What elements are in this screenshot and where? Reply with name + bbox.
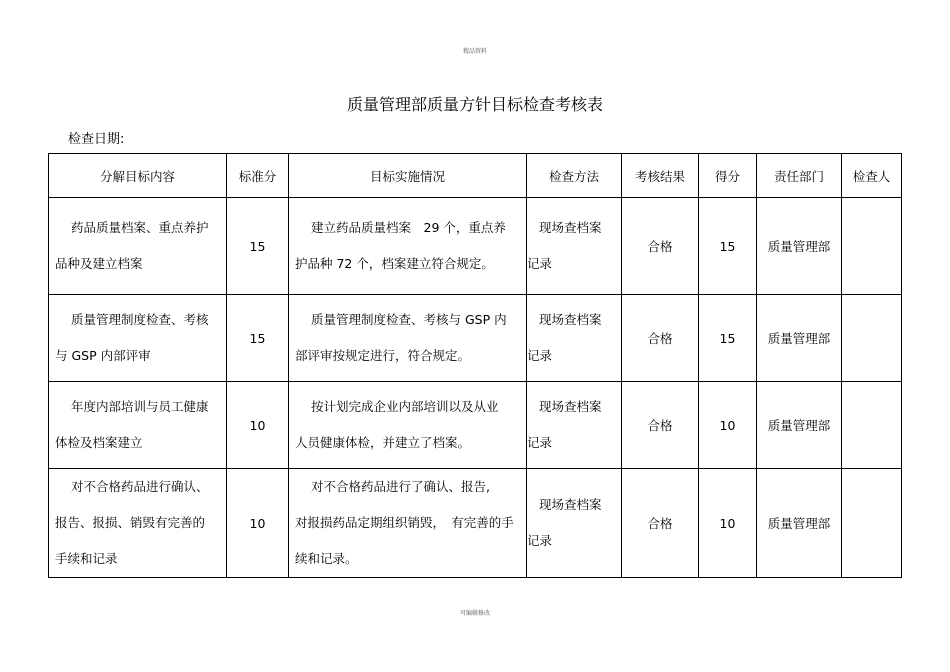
table-row	[49, 382, 902, 469]
implementation-line: 续和记录。	[295, 551, 358, 566]
standard-score-cell: 15	[227, 198, 289, 295]
column-header-method: 检查方法	[527, 154, 622, 198]
content-line: 品种及建立档案	[55, 256, 143, 271]
method-line: 现场查档案	[539, 220, 602, 235]
method-cell	[527, 295, 622, 382]
method-line: 记录	[527, 533, 553, 548]
assessment-table	[48, 153, 902, 578]
result-cell: 合格	[622, 469, 699, 578]
content-cell	[49, 382, 227, 469]
method-line: 现场查档案	[539, 312, 602, 327]
implementation-line: 质量管理制度检查、考核与 GSP 内	[311, 312, 507, 327]
content-line: 体检及档案建立	[55, 435, 143, 450]
inspector-cell	[842, 198, 902, 295]
dept-cell: 质量管理部	[757, 382, 842, 469]
column-header-dept: 责任部门	[757, 154, 842, 198]
inspection-date-label: 检查日期:	[68, 132, 125, 147]
dept-cell: 质量管理部	[757, 295, 842, 382]
score-cell: 15	[699, 198, 757, 295]
result-cell: 合格	[622, 295, 699, 382]
implementation-cell	[289, 469, 527, 578]
table-row	[49, 295, 902, 382]
dept-cell: 质量管理部	[757, 198, 842, 295]
method-cell	[527, 469, 622, 578]
implementation-cell	[289, 382, 527, 469]
table-header-row	[49, 154, 902, 198]
standard-score-cell: 10	[227, 382, 289, 469]
table-row	[49, 469, 902, 578]
implementation-line: 按计划完成企业内部培训以及从业	[311, 399, 499, 414]
column-header-standard: 标准分	[227, 154, 289, 198]
header-watermark: 精品资料	[462, 48, 487, 55]
standard-score-cell: 10	[227, 469, 289, 578]
method-line: 现场查档案	[539, 497, 602, 512]
method-line: 记录	[527, 435, 553, 450]
content-line: 报告、报损、销毁有完善的	[55, 515, 206, 530]
column-header-score: 得分	[699, 154, 757, 198]
score-cell: 10	[699, 382, 757, 469]
implementation-line: 护品种 72 个，档案建立符合规定。	[295, 256, 494, 271]
content-line: 年度内部培训与员工健康	[71, 399, 209, 414]
content-line: 对不合格药品进行确认、	[71, 479, 209, 494]
content-cell	[49, 469, 227, 578]
inspector-cell	[842, 382, 902, 469]
implementation-line: 人员健康体检，并建立了档案。	[295, 435, 471, 450]
column-header-implementation: 目标实施情况	[289, 154, 527, 198]
method-line: 记录	[527, 256, 553, 271]
implementation-cell	[289, 295, 527, 382]
content-line: 质量管理制度检查、考核	[71, 312, 209, 327]
content-cell	[49, 198, 227, 295]
method-cell	[527, 198, 622, 295]
method-line: 现场查档案	[539, 399, 602, 414]
implementation-line: 对不合格药品进行了确认、报告,	[311, 479, 490, 494]
implementation-line: 部评审按规定进行，符合规定。	[295, 348, 471, 363]
inspector-cell	[842, 295, 902, 382]
implementation-line: 建立药品质量档案 29 个，重点养	[311, 220, 506, 235]
result-cell: 合格	[622, 198, 699, 295]
content-line: 手续和记录	[55, 551, 118, 566]
method-cell	[527, 382, 622, 469]
standard-score-cell: 15	[227, 295, 289, 382]
implementation-line: 对报损药品定期组织销毁， 有完善的手	[295, 515, 514, 530]
content-line: 与 GSP 内部评审	[55, 348, 151, 363]
table-row	[49, 198, 902, 295]
score-cell: 15	[699, 295, 757, 382]
column-header-result: 考核结果	[622, 154, 699, 198]
result-cell: 合格	[622, 382, 699, 469]
page-title: 质量管理部质量方针目标检查考核表	[346, 95, 603, 114]
column-header-inspector: 检查人	[842, 154, 902, 198]
dept-cell: 质量管理部	[757, 469, 842, 578]
method-line: 记录	[527, 348, 553, 363]
column-header-content: 分解目标内容	[49, 154, 227, 198]
content-line: 药品质量档案、重点养护	[71, 220, 209, 235]
implementation-cell	[289, 198, 527, 295]
content-cell	[49, 295, 227, 382]
score-cell: 10	[699, 469, 757, 578]
inspector-cell	[842, 469, 902, 578]
footer-watermark: 可编辑修改	[459, 610, 490, 617]
